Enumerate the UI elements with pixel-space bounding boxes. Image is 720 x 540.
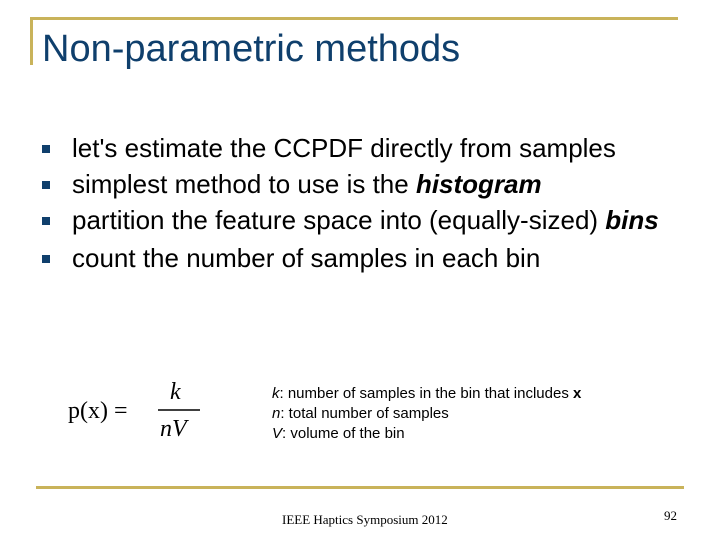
bullet-emphasis: histogram — [415, 169, 542, 199]
legend-variable: n — [272, 405, 281, 422]
square-bullet-icon — [42, 255, 50, 263]
legend-text: : total number of samples — [280, 405, 449, 422]
footer-rule — [36, 486, 684, 489]
square-bullet-icon — [42, 145, 50, 153]
histogram-density-formula — [66, 374, 216, 444]
legend-variable: k — [272, 385, 280, 402]
frame-left-rule — [30, 17, 33, 65]
bullet-text: simplest method to use is the — [72, 169, 416, 199]
formula-legend — [272, 384, 581, 444]
bullet-item — [42, 242, 682, 274]
legend-line — [272, 424, 581, 444]
legend-line — [272, 384, 581, 404]
bullet-item — [42, 204, 682, 236]
bullet-list — [42, 132, 682, 284]
square-bullet-icon — [42, 181, 50, 189]
bullet-text: partition the feature space into (equally-sized) — [72, 205, 606, 235]
legend-variable: V — [272, 425, 283, 442]
footer-text: IEEE Haptics Symposium 2012 — [282, 512, 448, 527]
square-bullet-icon — [42, 217, 50, 225]
frame-top-rule — [30, 17, 678, 20]
formula-denominator: nV — [160, 416, 187, 442]
formula-lhs: p(x) = — [68, 398, 128, 424]
slide-title: Non-parametric methods — [42, 28, 461, 70]
bullet-item — [42, 168, 682, 200]
legend-text: : number of samples in the bin that includes — [279, 385, 573, 402]
legend-bold: x — [573, 385, 582, 402]
page-number: 92 — [664, 508, 677, 523]
legend-text: : volume of the bin — [282, 425, 405, 442]
bullet-text: count the number of samples in each bin — [72, 243, 541, 273]
formula-numerator: k — [170, 379, 181, 405]
bullet-item — [42, 132, 682, 164]
legend-line — [272, 404, 581, 424]
bullet-emphasis: bins — [605, 205, 659, 235]
bullet-text: let's estimate the CCPDF directly from samples — [72, 133, 616, 163]
